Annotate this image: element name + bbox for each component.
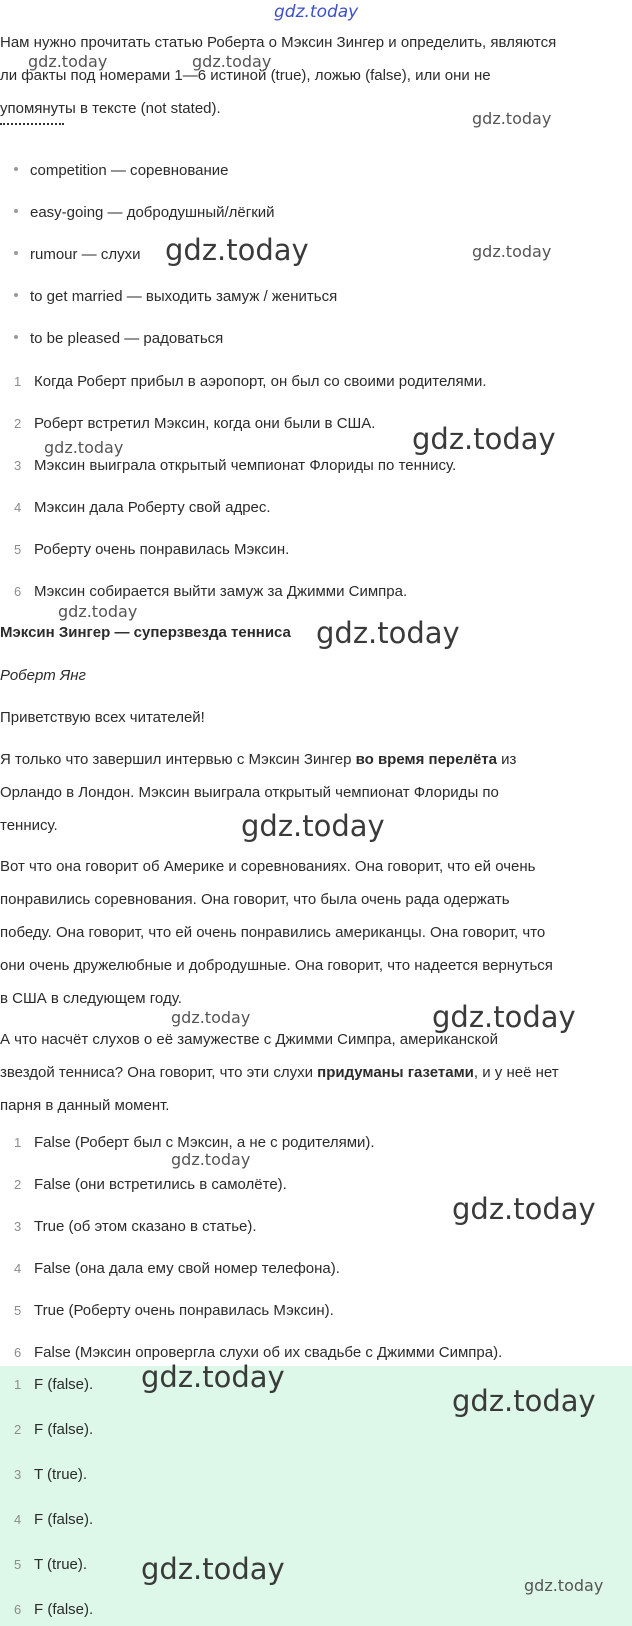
- article-p1-line-1: Я только что завершил интервью с Мэксин Зингер во время перелёта из: [0, 751, 517, 768]
- watermark: gdz.today: [452, 1384, 596, 1418]
- answer-item: 1 F (false).: [14, 1376, 94, 1393]
- article-p3-line-2: звездой тенниса? Она говорит, что эти слухи придуманы газетами, и у неё нет: [0, 1064, 559, 1081]
- article-title: Мэксин Зингер — суперзвезда тенниса: [0, 624, 291, 641]
- vocab-item: easy-going — добродушный/лёгкий: [14, 204, 275, 221]
- vocab-item: competition — соревнование: [14, 162, 228, 179]
- explanation-item: 1 False (Роберт был с Мэксин, а не с родителями).: [14, 1134, 375, 1151]
- explanation-item: 4 False (она дала ему свой номер телефона).: [14, 1260, 340, 1277]
- watermark: gdz.today: [141, 1360, 285, 1394]
- answer-item: 3 T (true).: [14, 1466, 88, 1483]
- watermark: gdz.today: [141, 1552, 285, 1586]
- watermark: gdz.today: [524, 1576, 604, 1595]
- watermark: gdz.today: [316, 616, 460, 650]
- intro-line-3: упомянуты в тексте (not stated).: [0, 100, 221, 117]
- article-p2-line: победу. Она говорит, что ей очень понравились американцы. Она говорит, что: [0, 924, 546, 941]
- statement-item: 1 Когда Роберт прибыл в аэропорт, он был со своими родителями.: [14, 373, 487, 390]
- watermark: gdz.today: [472, 109, 552, 128]
- explanation-item: 6 False (Мэксин опровергла слухи об их свадьбе с Джимми Симпра).: [14, 1344, 503, 1361]
- watermark: gdz.today: [58, 602, 138, 621]
- statement-item: 3 Мэксин выиграла открытый чемпионат Флориды по теннису.: [14, 457, 457, 474]
- bullet-icon: [14, 335, 18, 339]
- watermark: gdz.today: [44, 438, 124, 457]
- article-p3-line-1: А что насчёт слухов о её замужестве с Джимми Симпра, американской: [0, 1031, 498, 1048]
- watermark: gdz.today: [472, 242, 552, 261]
- bullet-icon: [14, 209, 18, 213]
- vocab-item: to be pleased — радоваться: [14, 330, 223, 347]
- statement-item: 5 Роберту очень понравилась Мэксин.: [14, 541, 290, 558]
- watermark: gdz.today: [412, 422, 556, 456]
- article-p2-line: Вот что она говорит об Америке и соревнованиях. Она говорит, что ей очень: [0, 858, 536, 875]
- watermark: gdz.today: [28, 52, 108, 71]
- watermark: gdz.today: [171, 1150, 251, 1169]
- article-p1-line-2: Орландо в Лондон. Мэксин выиграла открытый чемпионат Флориды по: [0, 784, 499, 801]
- statement-item: 2 Роберт встретил Мэксин, когда они были в США.: [14, 415, 376, 432]
- vocab-item: to get married — выходить замуж / жениться: [14, 288, 337, 305]
- explanation-item: 5 True (Роберту очень понравилась Мэксин).: [14, 1302, 334, 1319]
- intro-line-1: Нам нужно прочитать статью Роберта о Мэксин Зингер и определить, являются: [0, 34, 557, 51]
- article-p2-line: в США в следующем году.: [0, 990, 182, 1007]
- intro-line-2: ли факты под номерами 1—6 истиной (true), ложью (false), или они не: [0, 67, 491, 84]
- statement-item: 4 Мэксин дала Роберту свой адрес.: [14, 499, 271, 516]
- article-author: Роберт Янг: [0, 667, 86, 684]
- answer-item: 5 T (true).: [14, 1556, 88, 1573]
- watermark: gdz.today: [432, 1000, 576, 1034]
- article-p2-line: они очень дружелюбные и добродушные. Она говорит, что надеется вернуться: [0, 957, 553, 974]
- bullet-icon: [14, 251, 18, 255]
- watermark: gdz.today: [192, 52, 272, 71]
- article-greeting: Приветствую всех читателей!: [0, 709, 205, 726]
- cut-divider: [0, 123, 64, 129]
- article-p2-line: понравились соревнования. Она говорит, что была очень рада одержать: [0, 891, 510, 908]
- answer-item: 2 F (false).: [14, 1421, 94, 1438]
- explanation-item: 3 True (об этом сказано в статье).: [14, 1218, 257, 1235]
- watermark: gdz.today: [274, 2, 359, 22]
- watermark: gdz.today: [165, 233, 309, 267]
- watermark: gdz.today: [452, 1192, 596, 1226]
- watermark: gdz.today: [241, 809, 385, 843]
- watermark: gdz.today: [171, 1008, 251, 1027]
- article-p3-line-3: парня в данный момент.: [0, 1097, 170, 1114]
- answer-item: 4 F (false).: [14, 1511, 94, 1528]
- statement-item: 6 Мэксин собирается выйти замуж за Джимми Симпра.: [14, 583, 408, 600]
- explanation-item: 2 False (они встретились в самолёте).: [14, 1176, 287, 1193]
- bullet-icon: [14, 293, 18, 297]
- vocab-item: rumour — слухи: [14, 246, 140, 263]
- bullet-icon: [14, 167, 18, 171]
- answer-item: 6 F (false).: [14, 1601, 94, 1618]
- article-p1-line-3: теннису.: [0, 817, 58, 834]
